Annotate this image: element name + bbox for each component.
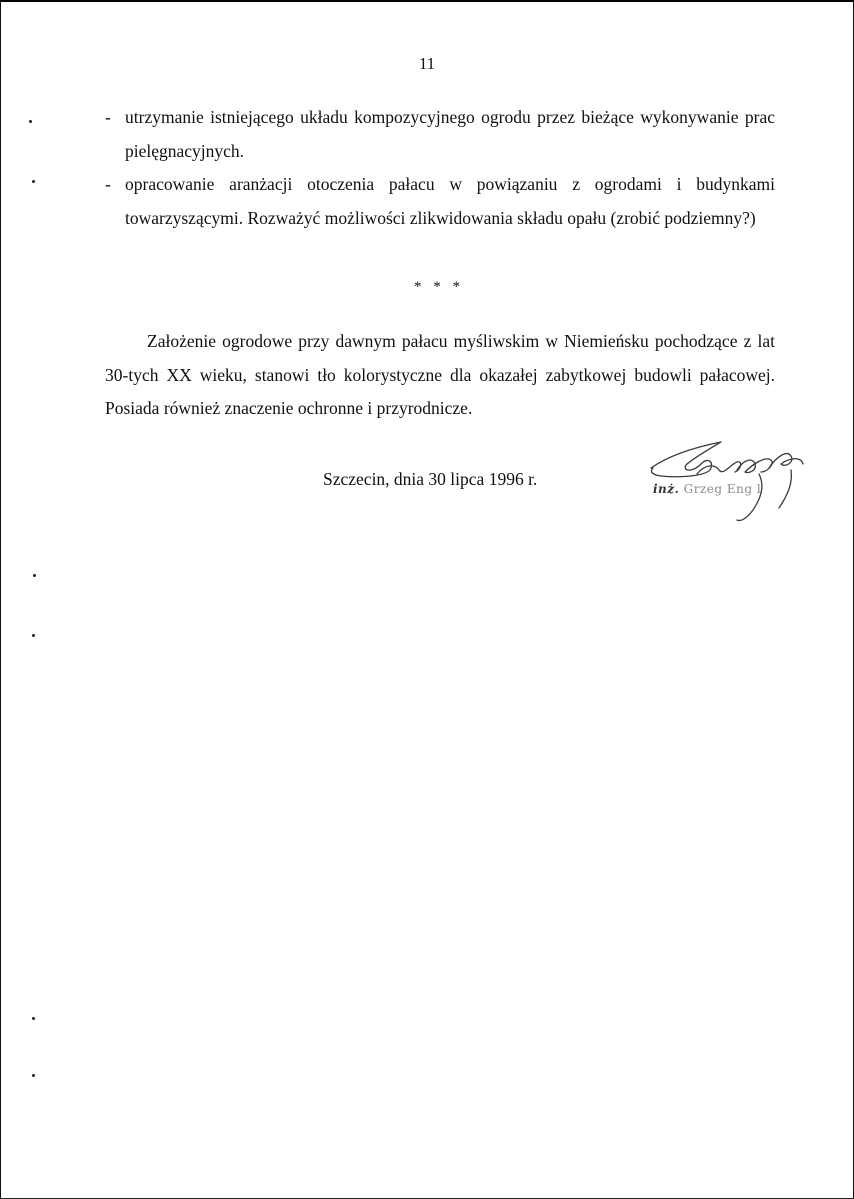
scan-mark bbox=[32, 180, 35, 183]
list-dash: - bbox=[105, 174, 111, 194]
signature-block bbox=[641, 434, 821, 524]
recommendation-list bbox=[105, 101, 775, 235]
section-separator: * * * bbox=[414, 279, 464, 295]
summary-paragraph: Założenie ogrodowe przy dawnym pałacu myśliwskim w Niemieńsku pochodzące z lat 30-tych XX wieku, stanowi tło kolorystyczne dla okazałej zabytkowej budowli pałacowej. Posiada również znaczenie ochronne i przyrodnicze. bbox=[105, 331, 775, 418]
scan-mark bbox=[29, 120, 32, 123]
list-item-text: utrzymanie istniejącego układu kompozycyjnego ogrodu przez bieżące wykonywanie prac pielęgnacyjnych. bbox=[125, 107, 775, 161]
list-item bbox=[105, 168, 775, 235]
scan-mark bbox=[33, 574, 36, 577]
page-number: 11 bbox=[418, 54, 436, 73]
scan-mark bbox=[32, 1074, 35, 1077]
stamp-name: Grzeg Eng l bbox=[683, 482, 762, 496]
place-and-date: Szczecin, dnia 30 lipca 1996 r. bbox=[323, 469, 538, 489]
stamp-prefix: inż. bbox=[653, 482, 680, 496]
list-item bbox=[105, 101, 775, 168]
list-dash: - bbox=[105, 107, 111, 127]
handwritten-signature bbox=[641, 434, 821, 524]
scan-mark bbox=[32, 634, 35, 637]
scan-mark bbox=[32, 1017, 35, 1020]
list-item-text: opracowanie aranżacji otoczenia pałacu w powiązaniu z ogrodami i budynkami towarzyszącymi. Rozważyć możliwości zlikwidowania składu opału (zrobić podziemny?) bbox=[125, 174, 775, 228]
